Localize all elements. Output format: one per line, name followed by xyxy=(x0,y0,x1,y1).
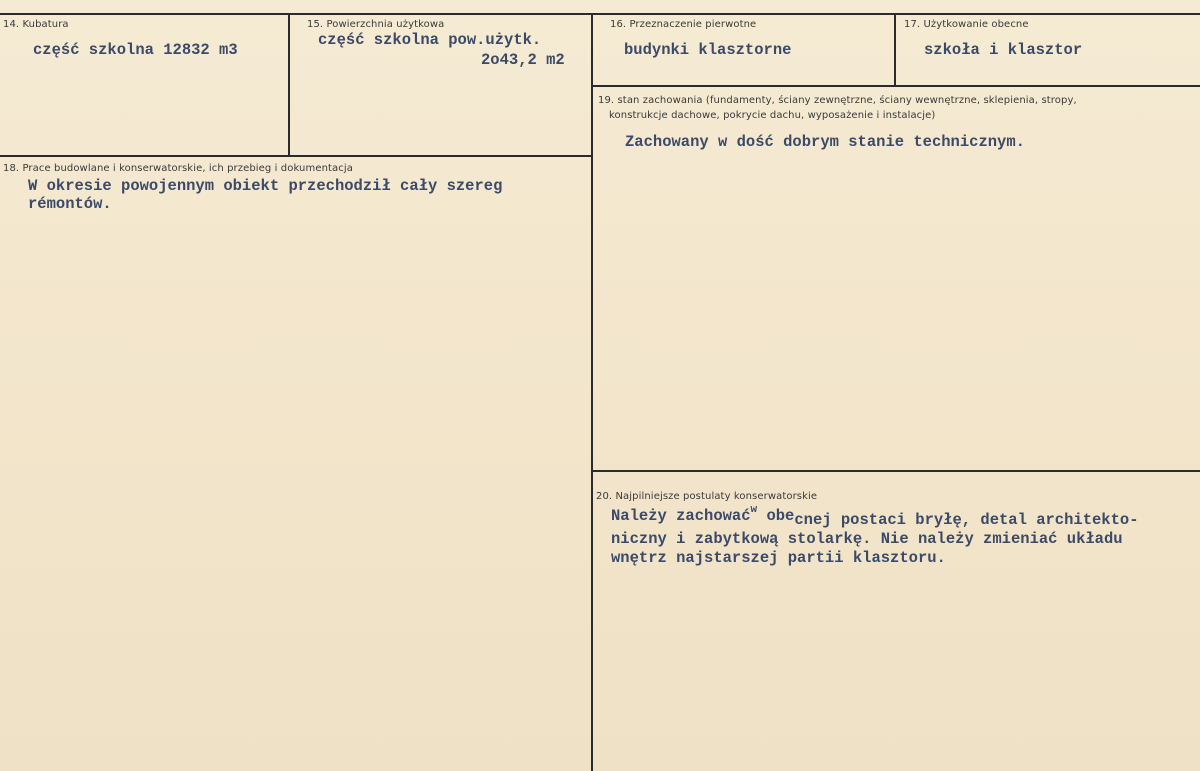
postulaty-line1-c: cnej postaci bryłę, detal architekto- xyxy=(794,511,1139,529)
divider-left-right xyxy=(591,13,593,771)
divider-16-17 xyxy=(894,13,896,86)
prace-value-line1: W okresie powojennym obiekt przechodził cały szereg xyxy=(28,177,503,195)
kubatura-value: część szkolna 12832 m3 xyxy=(33,41,238,59)
powierzchnia-value-line2: 2o43,2 m2 xyxy=(481,51,565,69)
top-border xyxy=(0,13,1200,15)
stan-label-line2: konstrukcje dachowe, pokrycie dachu, wyposażenie i instalacje) xyxy=(609,110,936,121)
postulaty-line1-b: obe xyxy=(757,507,795,525)
stan-value: Zachowany w dość dobrym stanie technicznym. xyxy=(625,133,1025,151)
postulaty-value-line3: wnętrz najstarszej partii klasztoru. xyxy=(611,549,946,567)
postulaty-line1-sup: w xyxy=(750,504,758,516)
przeznaczenie-value: budynki klasztorne xyxy=(624,41,792,59)
powierzchnia-label: 15. Powierzchnia użytkowa xyxy=(307,19,445,30)
prace-label: 18. Prace budowlane i konserwatorskie, ich przebieg i dokumentacja xyxy=(3,163,353,174)
uzytkowanie-label: 17. Użytkowanie obecne xyxy=(904,19,1029,30)
divider-14-15 xyxy=(288,13,290,156)
postulaty-label: 20. Najpilniejsze postulaty konserwatorskie xyxy=(596,491,818,502)
powierzchnia-value-line1: część szkolna pow.użytk. xyxy=(318,31,542,49)
uzytkowanie-value: szkoła i klasztor xyxy=(924,41,1083,59)
divider-top-row-right xyxy=(592,85,1200,87)
postulaty-line1-a: Należy zachować xyxy=(611,507,751,525)
stan-label-line1: 19. stan zachowania (fundamenty, ściany zewnętrzne, ściany wewnętrzne, sklepienia, stropy, xyxy=(598,95,1077,106)
divider-top-row-left xyxy=(0,155,592,157)
postulaty-value-line1 xyxy=(611,504,1139,529)
divider-19-20 xyxy=(592,470,1200,472)
przeznaczenie-label: 16. Przeznaczenie pierwotne xyxy=(610,19,757,30)
kubatura-label: 14. Kubatura xyxy=(3,19,69,30)
postulaty-value-line2: niczny i zabytkową stolarkę. Nie należy zmieniać układu xyxy=(611,530,1123,548)
prace-value-line2: rémontów. xyxy=(28,195,112,213)
